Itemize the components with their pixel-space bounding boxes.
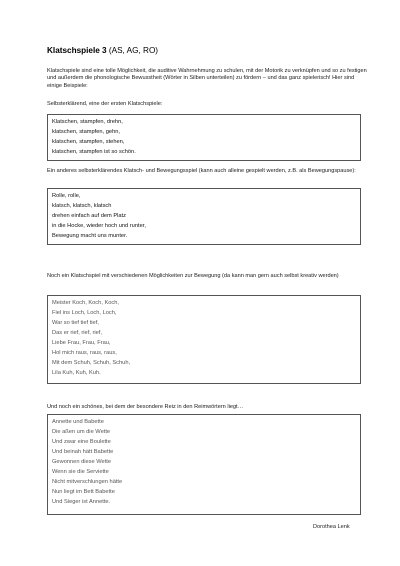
section1-label: Selbsterklärend, eine der ersten Klatschspiele: xyxy=(47,101,163,107)
verse-line: Und Sieger ist Annette. xyxy=(52,499,111,505)
section3-label: Noch ein Klatschspiel mit verschiedenen Möglichkeiten zur Bewegung (da kann man gern auch selbst kreativ werden) xyxy=(47,273,339,279)
verse-line: Lila Kuh, Kuh, Kuh. xyxy=(52,370,101,376)
verse-line: Klatschen, stampfen, drehn, xyxy=(52,119,123,125)
author-signature: Dorothea Lenk xyxy=(313,524,350,530)
verse-line: klatschen, stampfen ist so schön. xyxy=(52,149,136,155)
verse-line: Annette und Babette xyxy=(52,419,104,425)
verse-line: drehen einfach auf dem Platz xyxy=(52,213,126,219)
verse-line: Hol mich raus, raus, raus, xyxy=(52,350,117,356)
verse-line: Fiel ins Loch, Loch, Loch, xyxy=(52,310,117,316)
verse-line: klatsch, klatsch, klatsch xyxy=(52,203,112,209)
section2-verse-box xyxy=(47,188,361,245)
verse-line: Nun liegt im Bett Babette xyxy=(52,489,115,495)
verse-line: Nicht mitverschlungen hätte xyxy=(52,479,123,485)
title-suffix: (AS, AG, RO) xyxy=(108,46,159,55)
verse-line: Mit dem Schuh, Schuh, Schuh, xyxy=(52,360,131,366)
verse-line: in die Hocke, wieder hoch und runter, xyxy=(52,223,146,229)
section1-verse-box xyxy=(47,114,361,161)
intro-paragraph: Klatschspiele sind eine tolle Möglichkeit, die auditive Wahrnehmung zu schulen, mit der Motorik zu verknüpfen und so zu festigen und außerdem die phonologische Bewusstheit (Wörter in Silben unterteilen) zu fördern – und das ganz spielerisch! Hier sind einige Beispiele: xyxy=(47,68,367,89)
verse-line: Bewegung macht uns munter. xyxy=(52,233,128,239)
title-main: Klatschspiele 3 xyxy=(47,46,107,55)
verse-line: Das er rief, rief, rief, xyxy=(52,330,102,336)
verse-line: Die aßen um die Wette xyxy=(52,429,111,435)
verse-line: klatschen, stampfen, stehen, xyxy=(52,139,125,145)
verse-line: Rolle, rolle, xyxy=(52,193,81,199)
section4-label: Und noch ein schönes, bei dem der besondere Reiz in den Reimwörtern liegt… xyxy=(47,404,244,410)
section4-verse-box xyxy=(47,414,361,515)
verse-line: Wenn sie die Serviette xyxy=(52,469,109,475)
verse-line: klatschen, stampfen, gehn, xyxy=(52,129,120,135)
section3-verse-box xyxy=(47,295,361,384)
verse-line: Und beinah hätt Babette xyxy=(52,449,114,455)
verse-line: War so tief tief tief, xyxy=(52,320,99,326)
verse-line: Meister Koch, Koch, Koch, xyxy=(52,300,120,306)
verse-line: Und zwar eine Boulette xyxy=(52,439,111,445)
page-title xyxy=(47,46,158,55)
section2-label: Ein anderes selbsterklärendes Klatsch- und Bewegungsspiel (kann auch alleine gespielt werden, z.B. als Bewegungspause): xyxy=(47,168,356,174)
verse-line: Gewonnen diese Wette xyxy=(52,459,112,465)
verse-line: Liebe Frau, Frau, Frau, xyxy=(52,340,111,346)
